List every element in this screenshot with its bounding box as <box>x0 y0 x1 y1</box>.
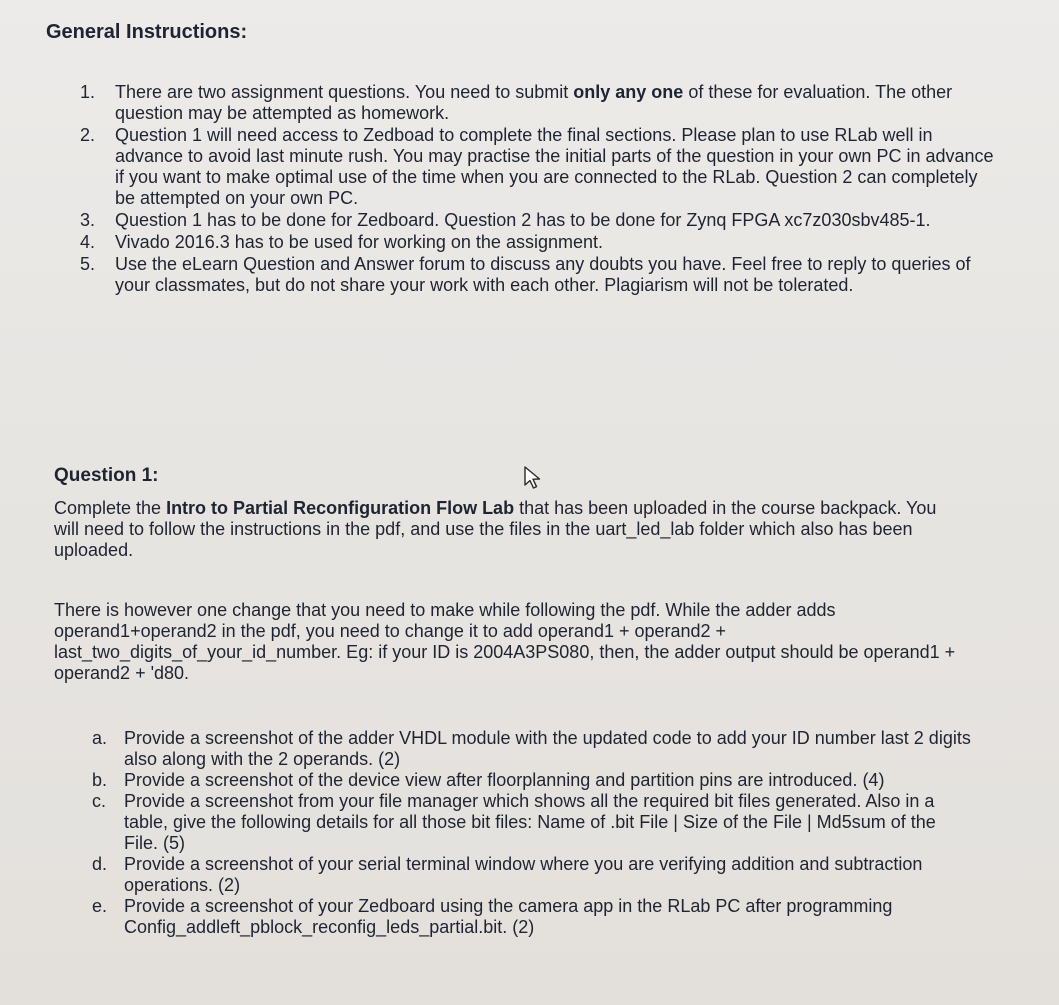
instruction-number: 1. <box>80 82 96 102</box>
task-letter: d. <box>92 854 108 874</box>
instruction-emphasis: only any one <box>573 82 684 102</box>
instruction-item-3 <box>80 210 995 231</box>
question-1-change-paragraph: There is however one change that you need to make while following the pdf. While the adder adds operand1+operand2 in the pdf, you need to change it to add operand1 + operand2 + last_two_digits_of_your_id_number. Eg: if your ID is 2004A3PS080, then, the adder output should be operand1 + operand2 + 'd80. <box>54 600 956 683</box>
instruction-number: 3. <box>80 210 96 230</box>
task-letter: b. <box>92 770 108 790</box>
lab-title: Intro to Partial Reconfiguration Flow Lab <box>166 498 515 518</box>
task-item-a <box>92 728 972 770</box>
task-item-c <box>92 791 972 854</box>
instruction-number: 2. <box>80 125 96 145</box>
task-text: Provide a screenshot of the device view after floorplanning and partition pins are introduced. (4) <box>124 770 885 790</box>
task-letter: a. <box>92 728 108 748</box>
instruction-number: 5. <box>80 254 96 274</box>
instruction-text: Use the eLearn Question and Answer forum to discuss any doubts you have. Feel free to reply to queries of your classmates, but do not share your work with each other. Plagiarism will not be tolerated. <box>115 254 971 295</box>
task-text: Provide a screenshot of your Zedboard using the camera app in the RLab PC after programming Config_addleft_pblock_reconfig_leds_partial.bit. (2) <box>124 896 893 937</box>
instruction-number: 4. <box>80 232 96 252</box>
instruction-text: There are two assignment questions. You need to submit <box>115 82 574 102</box>
instruction-text: Question 1 has to be done for Zedboard. Question 2 has to be done for Zynq FPGA xc7z030sbv485-1. <box>115 210 931 230</box>
general-instructions-heading: General Instructions: <box>46 21 248 43</box>
task-letter: c. <box>92 791 107 811</box>
instruction-text: Question 1 will need access to Zedboad to complete the final sections. Please plan to use RLab well in advance to avoid last minute rush. You may practise the initial parts of the question in your own PC in advance if you want to make optimal use of the time when you are connected to the RLab. Question 2 can completely be attempted on your own PC. <box>115 125 994 208</box>
intro-text: that has been uploaded in the course backpack. You will need to follow the instructions in the pdf, and use the files in the uart_led_lab folder which also has been uploaded. <box>54 498 937 560</box>
mouse-pointer-icon <box>522 465 544 491</box>
task-text: Provide a screenshot of your serial terminal window where you are verifying addition and subtraction operations. (2) <box>124 854 923 895</box>
question-1-intro-paragraph <box>54 498 964 561</box>
task-text: Provide a screenshot of the adder VHDL module with the updated code to add your ID number last 2 digits also along with the 2 operands. (2) <box>124 728 971 769</box>
instruction-item-1 <box>80 82 995 124</box>
instruction-item-2 <box>80 125 995 209</box>
instruction-item-4 <box>80 232 995 253</box>
instruction-text: of these for evaluation. The other question may be attempted as homework. <box>115 82 953 123</box>
task-letter: e. <box>92 896 108 916</box>
general-instructions-list <box>80 82 995 297</box>
instruction-item-5 <box>80 254 995 296</box>
intro-text: Complete the <box>54 498 167 518</box>
task-text: Provide a screenshot from your file manager which shows all the required bit files generated. Also in a table, give the following details for all those bit files: Name of .bit File | Size of the File | Md5sum of the File. (5) <box>124 791 936 853</box>
instruction-text: Vivado 2016.3 has to be used for working on the assignment. <box>115 232 603 252</box>
task-item-d <box>92 854 972 896</box>
question-1-heading: Question 1: <box>54 465 159 486</box>
question-1-task-list <box>92 728 972 938</box>
task-item-b <box>92 770 972 791</box>
task-item-e <box>92 896 972 938</box>
